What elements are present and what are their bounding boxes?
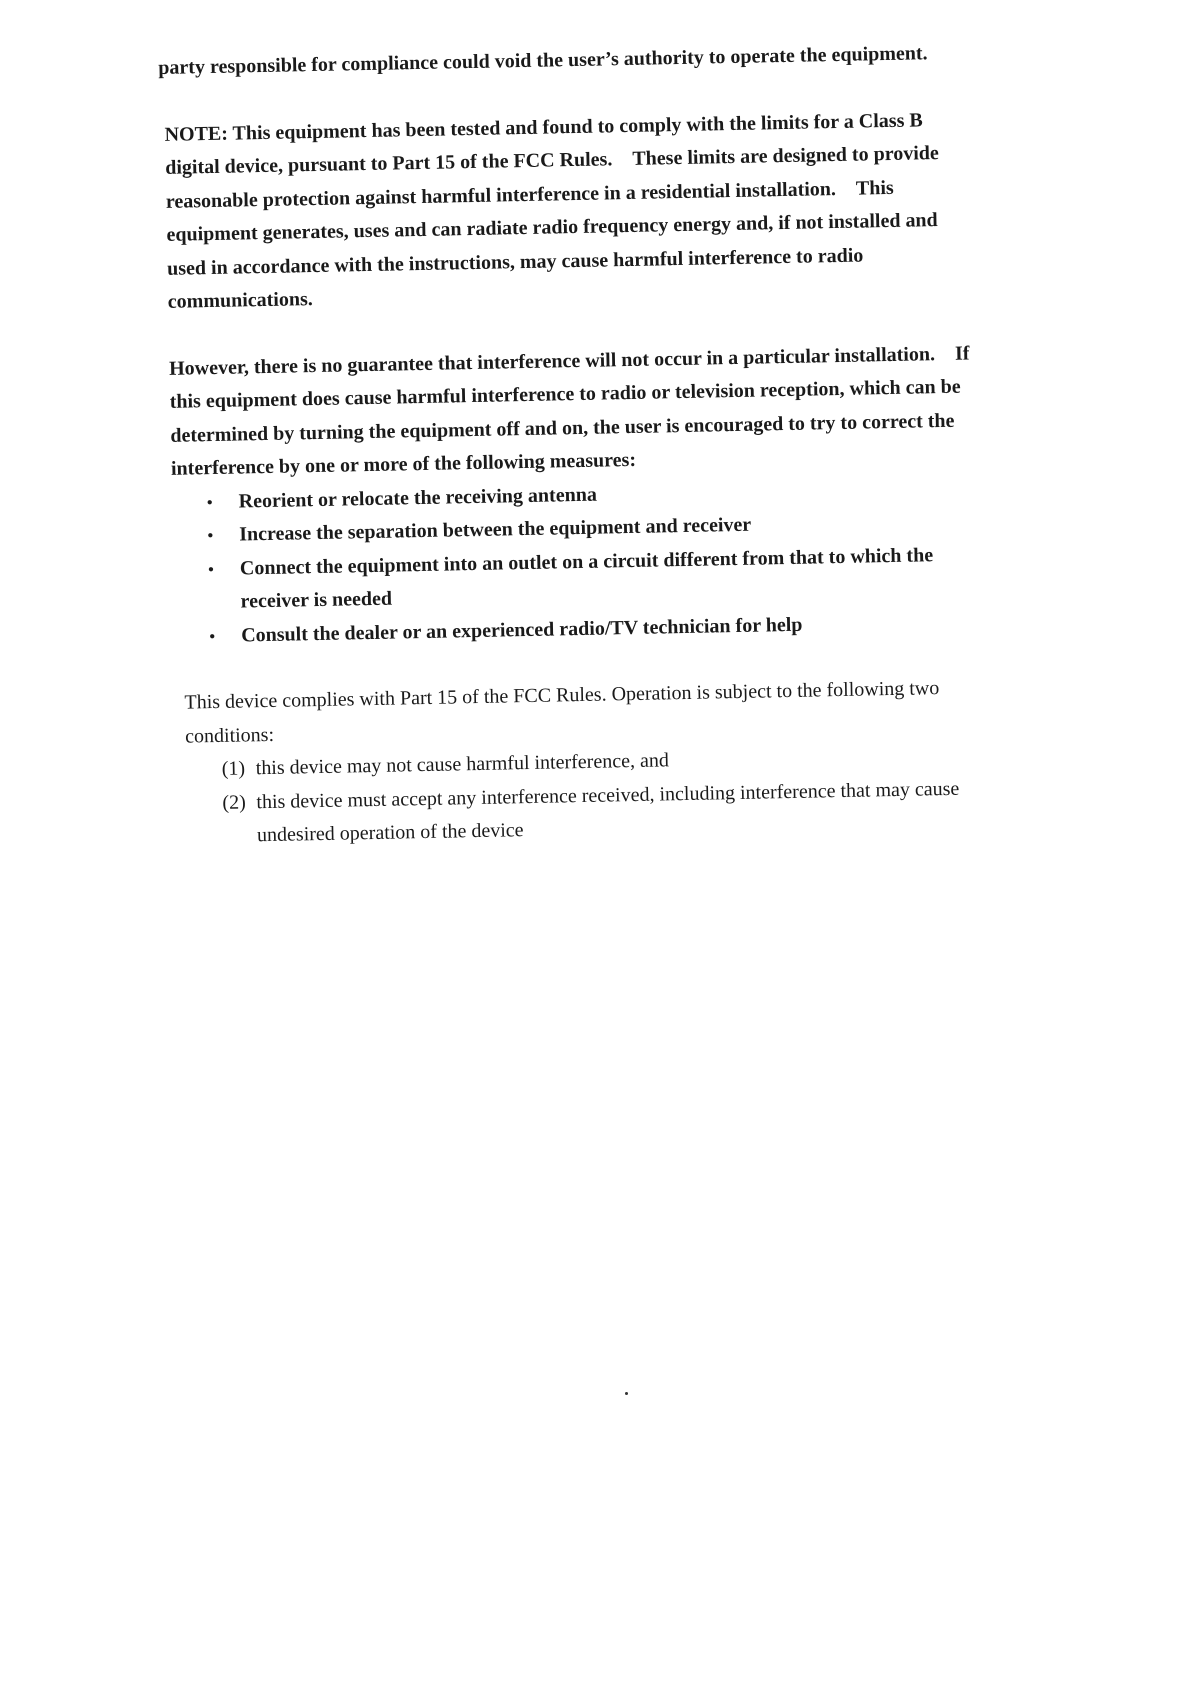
scanned-text-block	[158, 36, 993, 854]
measure-item: ● Connect the equipment into an outlet on a circuit different from that to which the receiver is needed	[208, 538, 989, 620]
scan-speck	[625, 1392, 628, 1395]
condition-number: (2)	[222, 790, 246, 814]
paragraph-however: However, there is no guarantee that interference will not occur in a particular installation. If this equipment does cause harmful interference to radio or television reception, which can be determined by turning the equipment off and on, the user is encouraged to try to correct the interference by one or more of the following measures:	[168, 341, 970, 480]
measure-item: ● Increase the separation between the equipment and receiver	[207, 504, 987, 552]
paragraph-continued: party responsible for compliance could void the user’s authority to operate the equipment.	[158, 42, 928, 79]
measures-list	[166, 471, 989, 654]
measure-item: ● Consult the dealer or an experienced radio/TV technician for help	[209, 605, 989, 653]
condition-text: this device may not cause harmful interference, and	[255, 749, 670, 780]
conditions-list	[171, 738, 993, 854]
paragraph-note: NOTE: This equipment has been tested and found to comply with the limits for a Class B digital device, pursuant to Part 15 of the FCC Rules. These limits are designed to provide reasonable protection against harmful interference in a residential installation. This equipment generates, uses and can radiate radio frequency energy and, if not installed and used in accordance with the instructions, may cause harmful interference to radio communications.	[164, 108, 939, 313]
measure-item: ● Reorient or relocate the receiving antenna	[206, 471, 986, 519]
condition-text: this device must accept any interference received, including interference that may cause undesired operation of the device	[256, 777, 960, 847]
condition-number: (1)	[221, 757, 246, 780]
condition-item	[222, 772, 993, 854]
paragraph-complies: This device complies with Part 15 of the FCC Rules. Operation is subject to the following two conditions:	[184, 677, 940, 748]
